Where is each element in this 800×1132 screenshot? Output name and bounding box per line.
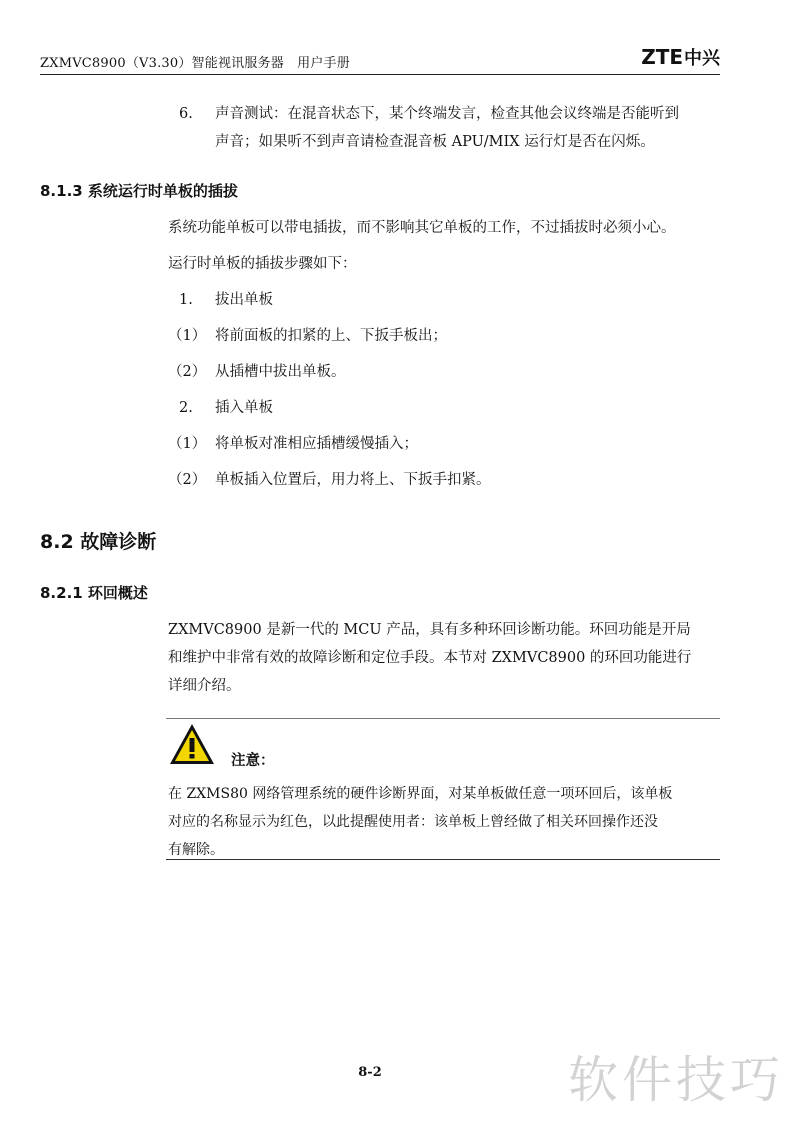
section-8-2-1-line2: 和维护中非常有效的故障诊断和定位手段。本节对 ZXMVC8900 的环回功能进行 [168, 650, 692, 666]
item6-line1: 声音测试：在混音状态下，某个终端发言，检查其他会议终端是否能听到 [215, 106, 679, 122]
step-text: 将单板对准相应插槽缓慢插入； [215, 436, 418, 452]
page-header [40, 44, 720, 75]
step-text: 将前面板的扣紧的上、下扳手板出； [215, 328, 447, 344]
item6-line2: 声音；如果听不到声音请检查混音板 APU/MIX 运行灯是否在闪烁。 [215, 134, 655, 150]
note-label: 注意： [231, 753, 275, 769]
warning-triangle-icon [168, 722, 216, 766]
note-text [168, 780, 720, 864]
watermark: 软件技巧 [568, 1051, 784, 1109]
step-text: 从插槽中拔出单板。 [215, 364, 346, 380]
page-number: 8-2 [358, 1065, 382, 1080]
zte-logo [641, 44, 720, 70]
section-8-2-1-line1: ZXMVC8900 是新一代的 MCU 产品，具有多种环回诊断功能。环回功能是开局 [168, 622, 691, 638]
step-number: （1） [168, 328, 207, 344]
logo-text: ZTE [641, 45, 683, 69]
section-8-1-3-para2: 运行时单板的插拔步骤如下： [168, 256, 357, 272]
step-text: 插入单板 [215, 400, 273, 416]
section-8-2-1-line3: 详细介绍。 [168, 678, 241, 694]
section-8-1-3-heading: 8.1.3 系统运行时单板的插拔 [40, 182, 238, 200]
step-number: 2. [179, 400, 193, 416]
section-8-2-heading: 8.2 故障诊断 [40, 531, 157, 553]
step-text: 单板插入位置后，用力将上、下扳手扣紧。 [215, 472, 491, 488]
step-text: 拔出单板 [215, 292, 273, 308]
note-line1: 在 ZXMS80 网络管理系统的硬件诊断界面，对某单板做任意一项环回后，该单板 [168, 786, 673, 802]
section-8-2-1-heading: 8.2.1 环回概述 [40, 584, 148, 602]
item6-number: 6. [179, 106, 193, 122]
note-line2: 对应的名称显示为红色，以此提醒使用者：该单板上曾经做了相关环回操作还没 [168, 814, 658, 830]
note-line3: 有解除。 [168, 842, 224, 858]
section-8-1-3-para1: 系统功能单板可以带电插拔，而不影响其它单板的工作，不过插拔时必须小心。 [168, 220, 676, 236]
step-number: （1） [168, 436, 207, 452]
header-title: ZXMVC8900（V3.30）智能视讯服务器 用户手册 [40, 56, 350, 71]
note-top-rule [166, 718, 720, 719]
note-bottom-rule [166, 859, 720, 860]
step-number: （2） [168, 472, 207, 488]
logo-cn-text: 中兴 [684, 48, 720, 69]
step-number: 1. [179, 292, 193, 308]
step-number: （2） [168, 364, 207, 380]
